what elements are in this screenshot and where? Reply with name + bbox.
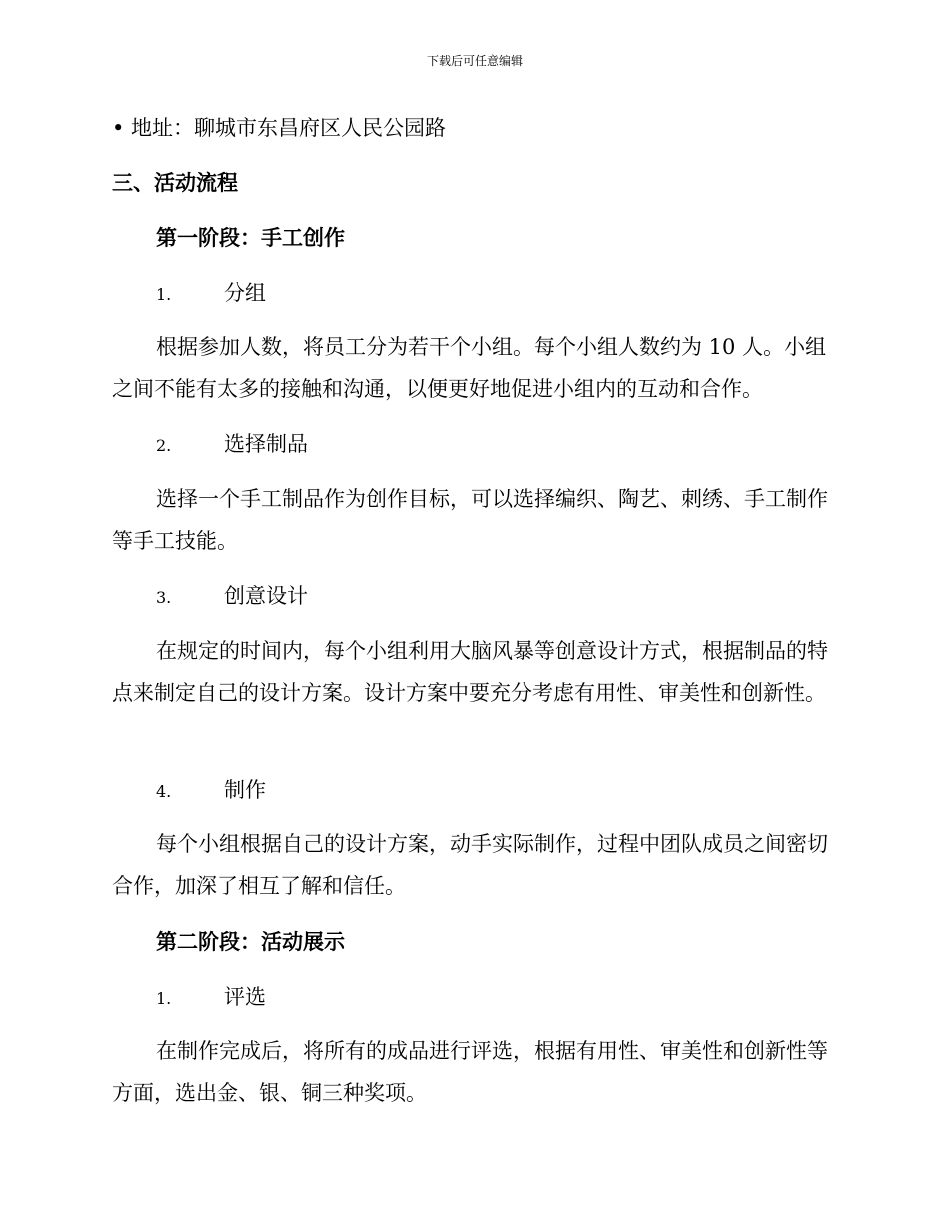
stage1-title: 第一阶段：手工创作	[156, 226, 345, 250]
list-number: 1.	[156, 989, 172, 1008]
list-number: 1.	[156, 285, 172, 304]
list-item-heading	[112, 983, 266, 1013]
paragraph: 在制作完成后，将所有的成品进行评选，根据有用性、审美性和创新性等方面，选出金、银、铜三种奖项。	[112, 1039, 828, 1105]
stage2-title: 第二阶段：活动展示	[156, 930, 345, 954]
paragraph: 根据参加人数，将员工分为若干个小组。每个小组人数约为 10 人。小组之间不能有太多的接触和沟通，以便更好地促进小组内的互动和合作。	[112, 335, 827, 401]
list-item-title: 评选	[224, 985, 266, 1009]
list-item-title: 制作	[224, 778, 266, 802]
list-number: 3.	[156, 588, 172, 607]
list-number: 2.	[156, 436, 172, 455]
list-number: 4.	[156, 782, 172, 801]
paragraph: 在规定的时间内，每个小组利用大脑风暴等创意设计方式，根据制品的特点来制定自己的设计方案。设计方案中要充分考虑有用性、审美性和创新性。	[112, 639, 828, 705]
list-item-heading	[112, 430, 308, 460]
list-item-heading	[112, 776, 266, 806]
paragraph: 选择一个手工制品作为创作目标，可以选择编织、陶艺、刺绣、手工制作等手工技能。	[112, 487, 828, 553]
section-title: 三、活动流程	[112, 171, 238, 195]
page-header: 下载后可任意编辑	[426, 54, 523, 68]
list-item-heading	[112, 582, 308, 612]
address-line: • 地址：聊城市东昌府区人民公园路	[112, 116, 447, 140]
paragraph: 每个小组根据自己的设计方案，动手实际制作，过程中团队成员之间密切合作，加深了相互了解和信任。	[112, 832, 828, 898]
list-item-title: 选择制品	[224, 432, 308, 456]
list-item-title: 分组	[224, 281, 266, 305]
list-item-heading	[112, 279, 266, 309]
list-item-title: 创意设计	[224, 584, 308, 608]
